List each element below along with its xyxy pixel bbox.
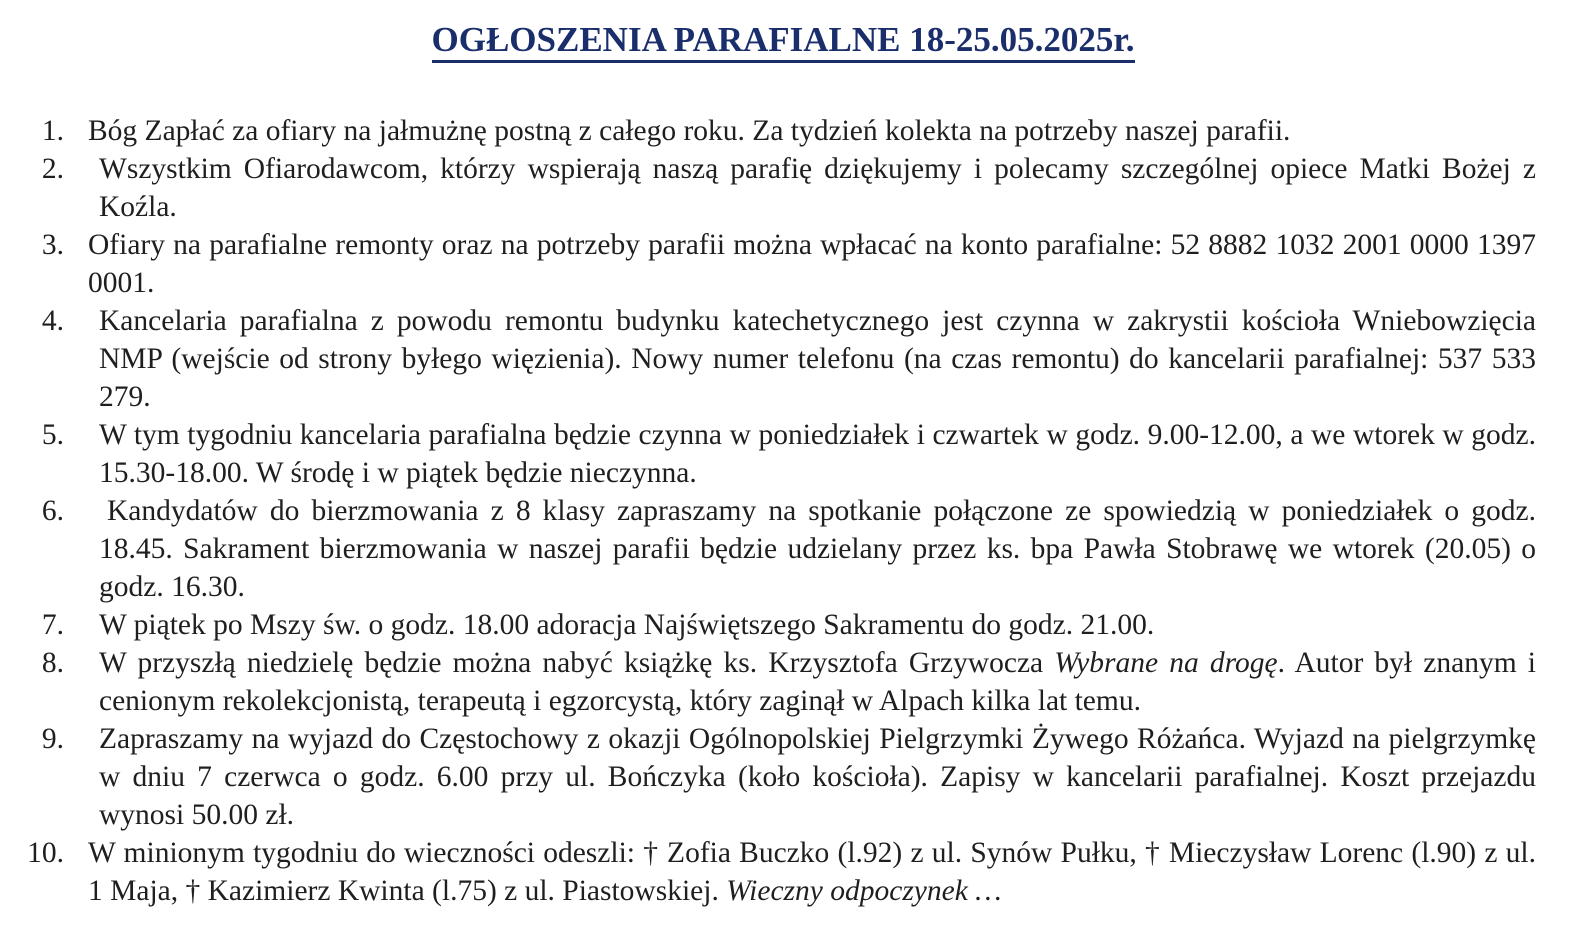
item-text: Wszystkim Ofiarodawcom, którzy wspierają naszą parafię dziękujemy i polecamy szczególnej opiece Matki Bożej z Koźla.: [99, 153, 1536, 223]
item-text: W piątek po Mszy św. o godz. 18.00 adoracja Najświętszego Sakramentu do godz. 21.00.: [99, 609, 1155, 641]
item-text: Kandydatów do bierzmowania z 8 klasy zapraszamy na spotkanie połączone ze spowiedzią w poniedziałek o godz. 18.45. Sakrament bierzmowania w naszej parafii będzie udzielany przez ks. bpa Pawła Stobrawę we wtorek (20.05) o godz. 16.30.: [99, 495, 1536, 603]
announcement-item: [0, 226, 1572, 302]
announcement-item: [0, 302, 1572, 416]
item-number: 9.: [41, 723, 64, 755]
item-text: Kancelaria parafialna z powodu remontu budynku katechetycznego jest czynna w zakrystii kościoła Wniebowzięcia NMP (wejście od strony byłego więzienia). Nowy numer telefonu (na czas remontu) do kancelarii parafialnej: 537 533 279.: [99, 305, 1536, 413]
item-number: 6.: [41, 495, 64, 527]
item-number: 2.: [41, 153, 64, 185]
item-text: [88, 834, 1536, 910]
item-number: 7.: [41, 609, 64, 641]
prayer-phrase: Wieczny odpoczynek …: [726, 875, 1002, 907]
announcement-item: [0, 416, 1572, 492]
announcement-item: [0, 492, 1572, 606]
announcement-item: [0, 150, 1572, 226]
item-number: 5.: [41, 419, 64, 451]
item-number: 4.: [41, 305, 64, 337]
page-title-text: OGŁOSZENIA PARAFIALNE 18-25.05.2025r.: [432, 20, 1135, 63]
item-text: [99, 644, 1536, 720]
book-title: Wybrane na drogę: [1054, 647, 1278, 679]
announcement-item: [0, 112, 1572, 150]
item-number: 3.: [41, 229, 64, 261]
announcement-item: [0, 720, 1572, 834]
item-number: 1.: [41, 115, 64, 147]
announcement-item: [0, 834, 1572, 910]
item-text-part: . Autor był znanym i cenionym rekolekcjonistą, terapeutą i egzorcystą, który zaginął w Alpach kilka lat temu.: [99, 647, 1536, 717]
item-text: W tym tygodniu kancelaria parafialna będzie czynna w poniedziałek i czwartek w godz. 9.00-12.00, a we wtorek w godz. 15.30-18.00. W środę i w piątek będzie nieczynna.: [99, 419, 1536, 489]
page-title: [0, 18, 1566, 63]
announcements-list: [0, 112, 1572, 910]
item-text: Bóg Zapłać za ofiary na jałmużnę postną z całego roku. Za tydzień kolekta na potrzeby naszej parafii.: [88, 115, 1291, 147]
item-text: Ofiary na parafialne remonty oraz na potrzeby parafii można wpłacać na konto parafialne: 52 8882 1032 2001 0000 1397 0001.: [88, 229, 1536, 299]
item-number: 8.: [41, 647, 64, 679]
item-text: Zapraszamy na wyjazd do Częstochowy z okazji Ogólnopolskiej Pielgrzymki Żywego Różańca. Wyjazd na pielgrzymkę w dniu 7 czerwca o godz. 6.00 przy ul. Bończyka (koło kościoła). Zapisy w kancelarii parafialnej. Koszt przejazdu wynosi 50.00 zł.: [99, 723, 1536, 831]
item-text-part: W przyszłą niedzielę będzie można nabyć książkę ks. Krzysztofa Grzywocza: [99, 647, 1055, 679]
item-text-part: W minionym tygodniu do wieczności odeszli: † Zofia Buczko (l.92) z ul. Synów Pułku, † Mieczysław Lorenc (l.90) z ul. 1 Maja, † Kazimierz Kwinta (l.75) z ul. Piastowskiej.: [88, 837, 1536, 907]
announcement-item: [0, 606, 1572, 644]
item-number: 10.: [27, 837, 64, 869]
announcement-item: [0, 644, 1572, 720]
